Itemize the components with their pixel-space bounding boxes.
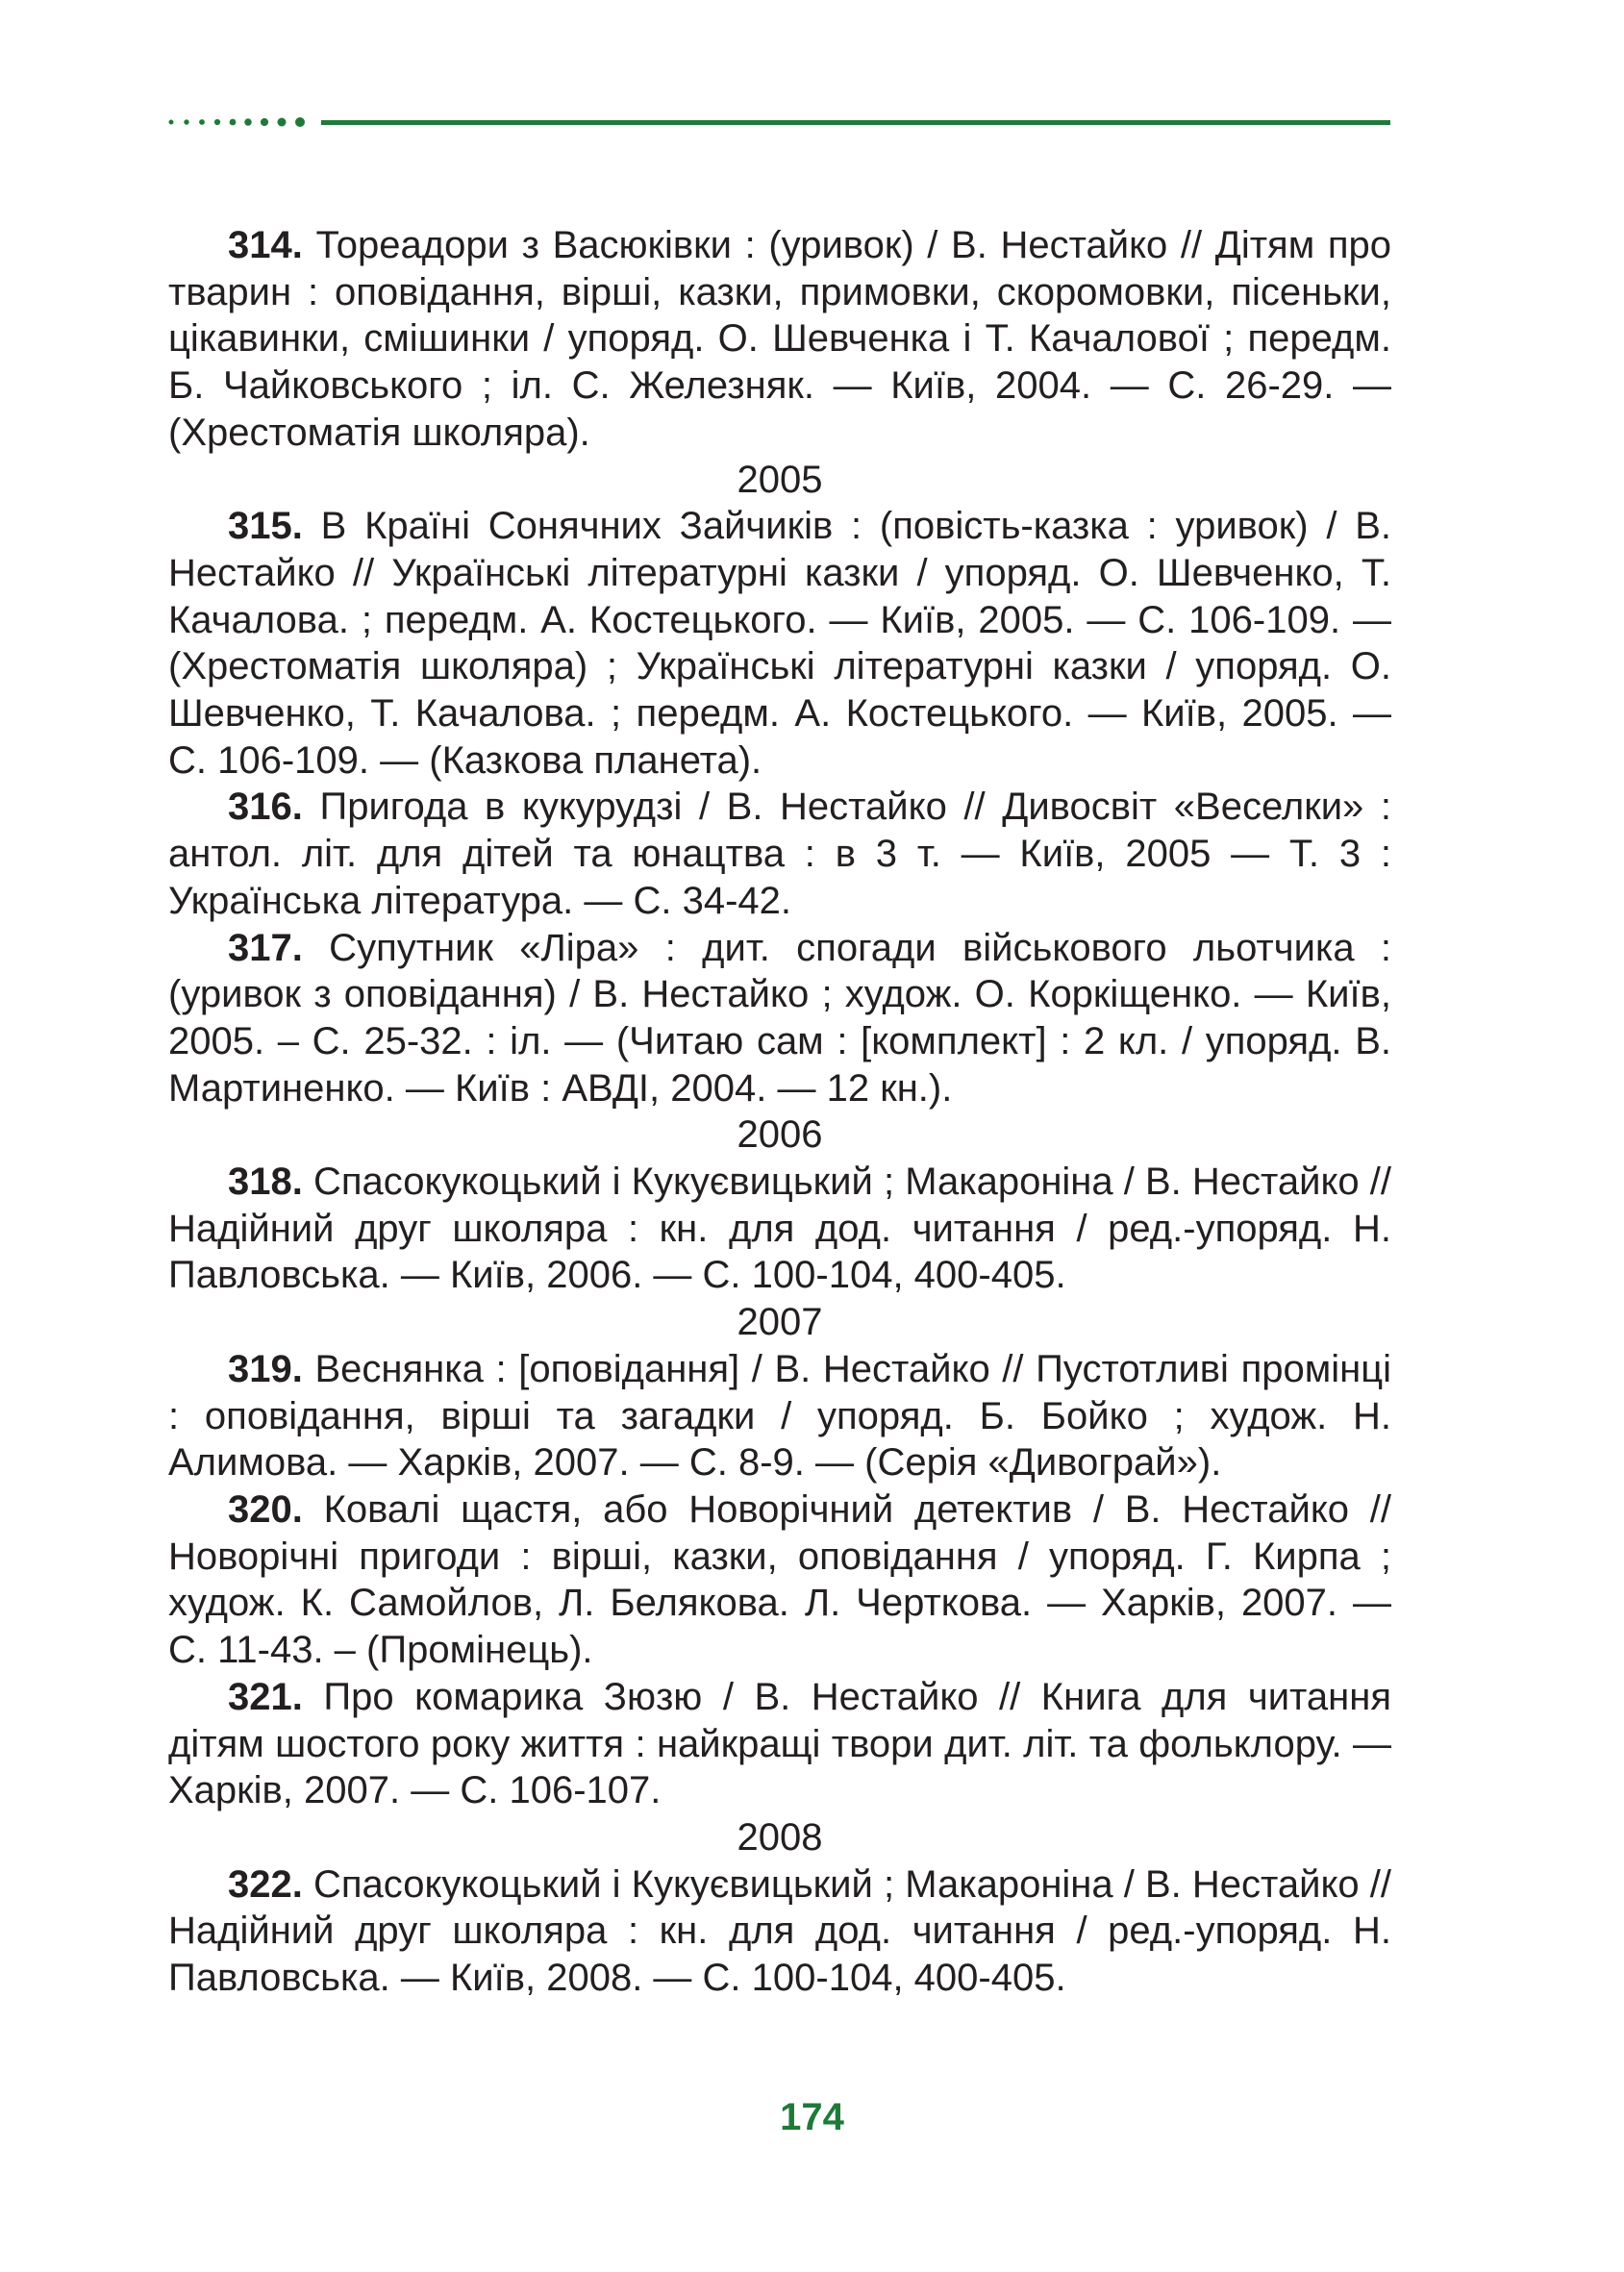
entry-text: Веснянка : [оповідання] / В. Нестайко // Пустотливі промінці : оповідання, вірші та загадки / упоряд. Б. Бойко ; худож. Н. Алимова. — Харків, 2007. — С. 8-9. — (Серія «Дивограй»). (168, 1347, 1391, 1485)
entry-text: Тореадори з Васюківки : (уривок) / В. Нестайко // Дітям про тварин : оповідання, вірші, казки, примовки, скоромовки, пісеньки, цікавинки, смішинки / упоряд. О. Шевченка і Т. Качалової ; передм. Б. Чайковського ; іл. С. Железняк. — Київ, 2004. — С. 26-29. — (Хрестоматія школяра). (168, 224, 1391, 454)
entry-number: 318. (228, 1161, 303, 1204)
year-heading: 2006 (737, 1113, 823, 1157)
entry-text: Спасокукоцький і Кукуєвицький ; Макароніна / В. Нестайко // Надійний друг школяра : кн. для дод. читання / ред.-упоряд. Н. Павловська. — Київ, 2008. — С. 100-104, 400-405. (168, 1862, 1392, 2000)
entry-number: 320. (228, 1487, 303, 1531)
entry-text: Супутник «Ліра» : дит. спогади військового льотчика : (уривок з оповідання) / В. Нестайко ; худож. О. Коркіщенко. — Київ, 2005. – С. 25-32. : іл. — (Читаю сам : [комплект] : 2 кл. / упоряд. В. Мартиненко. — Київ : АВДІ, 2004. — 12 кн.). (168, 926, 1391, 1110)
bibliography-entry (168, 222, 1391, 457)
bibliography-entry (168, 784, 1391, 924)
bibliography-entry (168, 1486, 1391, 1674)
entry-text: Ковалі щастя, або Новорічний детектив / В. Нестайко // Новорічні пригоди : вірші, казки, оповідання / упоряд. Г. Кирпа ; худож. К. Самойлов, Л. Белякова. Л. Черткова. — Харків, 2007. — С. 11-43. – (Промінець). (168, 1487, 1391, 1672)
bibliography-entry (168, 1674, 1391, 1814)
year-heading: 2007 (737, 1301, 823, 1344)
entry-number: 319. (228, 1347, 303, 1390)
entry-number: 321. (228, 1675, 303, 1718)
entry-number: 322. (228, 1862, 303, 1906)
bibliography-entry (168, 1861, 1391, 2002)
header-line (321, 120, 1390, 125)
year-heading: 2008 (737, 1815, 823, 1859)
page-number: 174 (780, 2096, 844, 2138)
bibliography-entry (168, 503, 1391, 784)
entry-text: Пригода в кукурудзі / В. Нестайко // Дивосвіт «Веселки» : антол. літ. для дітей та юнацтва : в 3 т. — Київ, 2005 — Т. 3 : Українська література. — С. 34-42. (168, 786, 1391, 922)
entry-number: 314. (228, 224, 303, 266)
bibliography-entry (168, 1346, 1391, 1486)
bibliography-entry (168, 1159, 1391, 1299)
bibliography-list (168, 222, 1391, 2002)
entry-number: 316. (228, 786, 303, 829)
entry-text: В Країні Сонячних Зайчиків : (повість-казка : уривок) / В. Нестайко // Українські літературні казки / упоряд. О. Шевченко, Т. Качалова. ; передм. А. Костецького. — Київ, 2005. — С. 106-109. — (Хрестоматія школяра) ; Українські літературні казки / упоряд. О. Шевченко, Т. Качалова. ; передм. А. Костецького. — Київ, 2005. — С. 106-109. — (Казкова планета). (168, 505, 1391, 782)
entry-number: 317. (228, 926, 303, 969)
dotted-rule-icon (167, 116, 321, 128)
entry-text: Спасокукоцький і Кукуєвицький ; Макароніна / В. Нестайко // Надійний друг школяра : кн. для дод. читання / ред.-упоряд. Н. Павловська. — Київ, 2006. — С. 100-104, 400-405. (168, 1161, 1392, 1297)
year-heading: 2005 (737, 458, 823, 501)
header-rule (167, 116, 1390, 128)
bibliography-entry (168, 925, 1391, 1112)
entry-text: Про комарика Зюзю / В. Нестайко // Книга для читання дітям шостого року життя : найкращі твори дит. літ. та фольклору. — Харків, 2007. — С. 106-107. (168, 1675, 1391, 1812)
entry-number: 315. (228, 505, 303, 548)
